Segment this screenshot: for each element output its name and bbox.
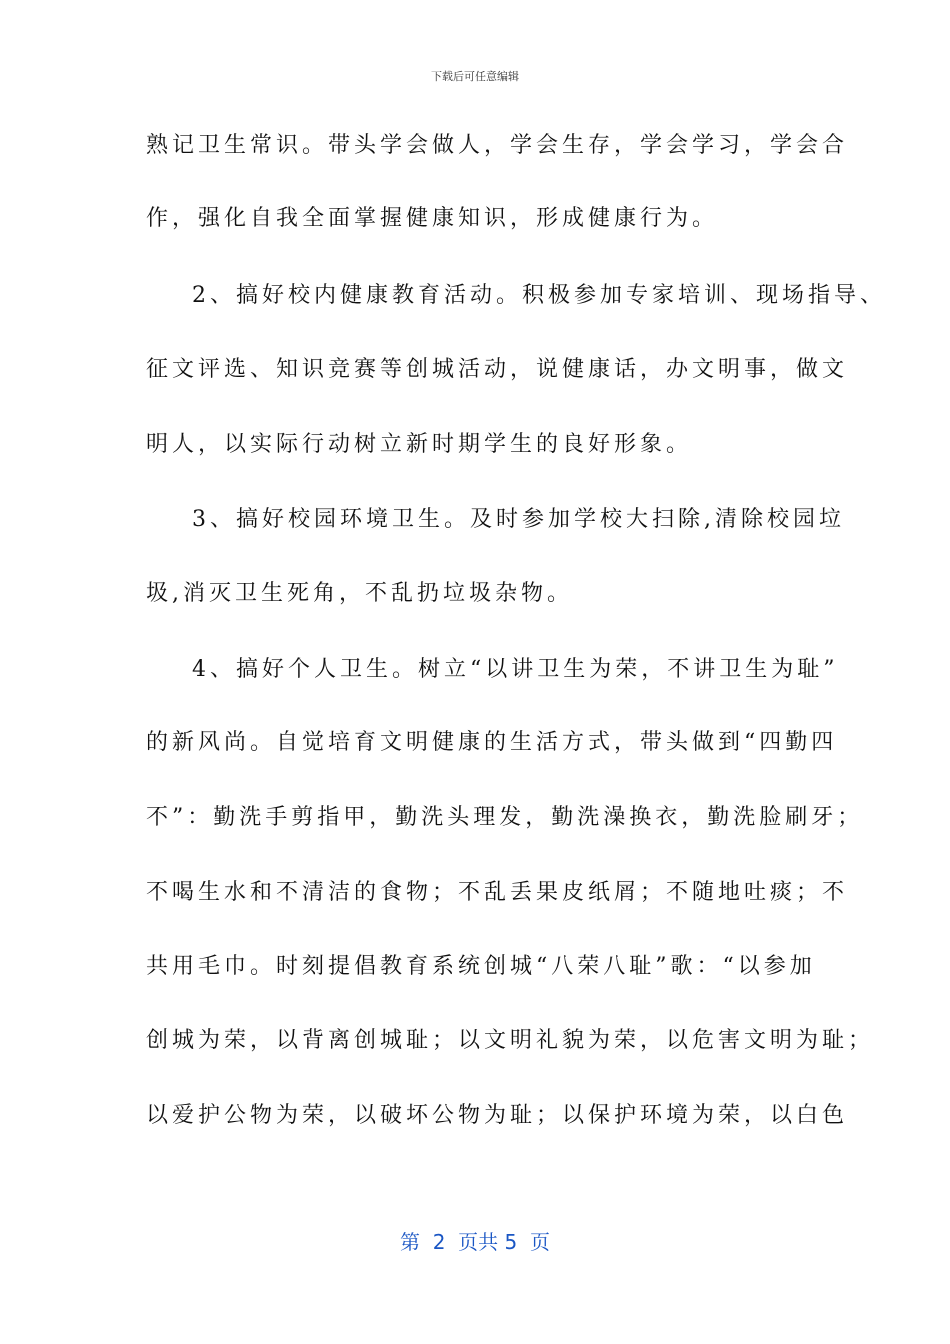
- body-line: 不喝生水和不清洁的食物；不乱丢果皮纸屑；不随地吐痰；不: [146, 880, 849, 905]
- body-line: 3、搞好校园环境卫生。及时参加学校大扫除,清除校园垃: [192, 507, 845, 532]
- body-line: 的新风尚。自觉培育文明健康的生活方式，带头做到“四勤四: [146, 730, 838, 755]
- body-line: 征文评选、知识竞赛等创城活动，说健康话，办文明事，做文: [146, 357, 849, 382]
- body-line: 熟记卫生常识。带头学会做人，学会生存，学会学习，学会合: [146, 133, 849, 158]
- body-line: 明人，以实际行动树立新时期学生的良好形象。: [146, 432, 693, 457]
- body-line: 共用毛巾。时刻提倡教育系统创城“八荣八耻”歌：“以参加: [146, 954, 816, 979]
- body-line: 不”：勤洗手剪指甲，勤洗头理发，勤洗澡换衣，勤洗脸刷牙；: [146, 805, 864, 830]
- body-line: 作，强化自我全面掌握健康知识，形成健康行为。: [146, 206, 719, 231]
- page-number: 第 2 页共 5 页: [400, 1230, 550, 1254]
- body-line: 圾,消灭卫生死角，不乱扔垃圾杂物。: [146, 581, 573, 606]
- body-line: 以爱护公物为荣，以破坏公物为耻；以保护环境为荣，以白色: [146, 1103, 849, 1128]
- body-line: 创城为荣，以背离创城耻；以文明礼貌为荣，以危害文明为耻；: [146, 1028, 875, 1053]
- body-line: 2、搞好校内健康教育活动。积极参加专家培训、现场指导、: [192, 283, 886, 308]
- header-note: 下载后可任意编辑: [431, 70, 519, 83]
- body-line: 4、搞好个人卫生。树立“以讲卫生为荣，不讲卫生为耻”: [192, 657, 839, 682]
